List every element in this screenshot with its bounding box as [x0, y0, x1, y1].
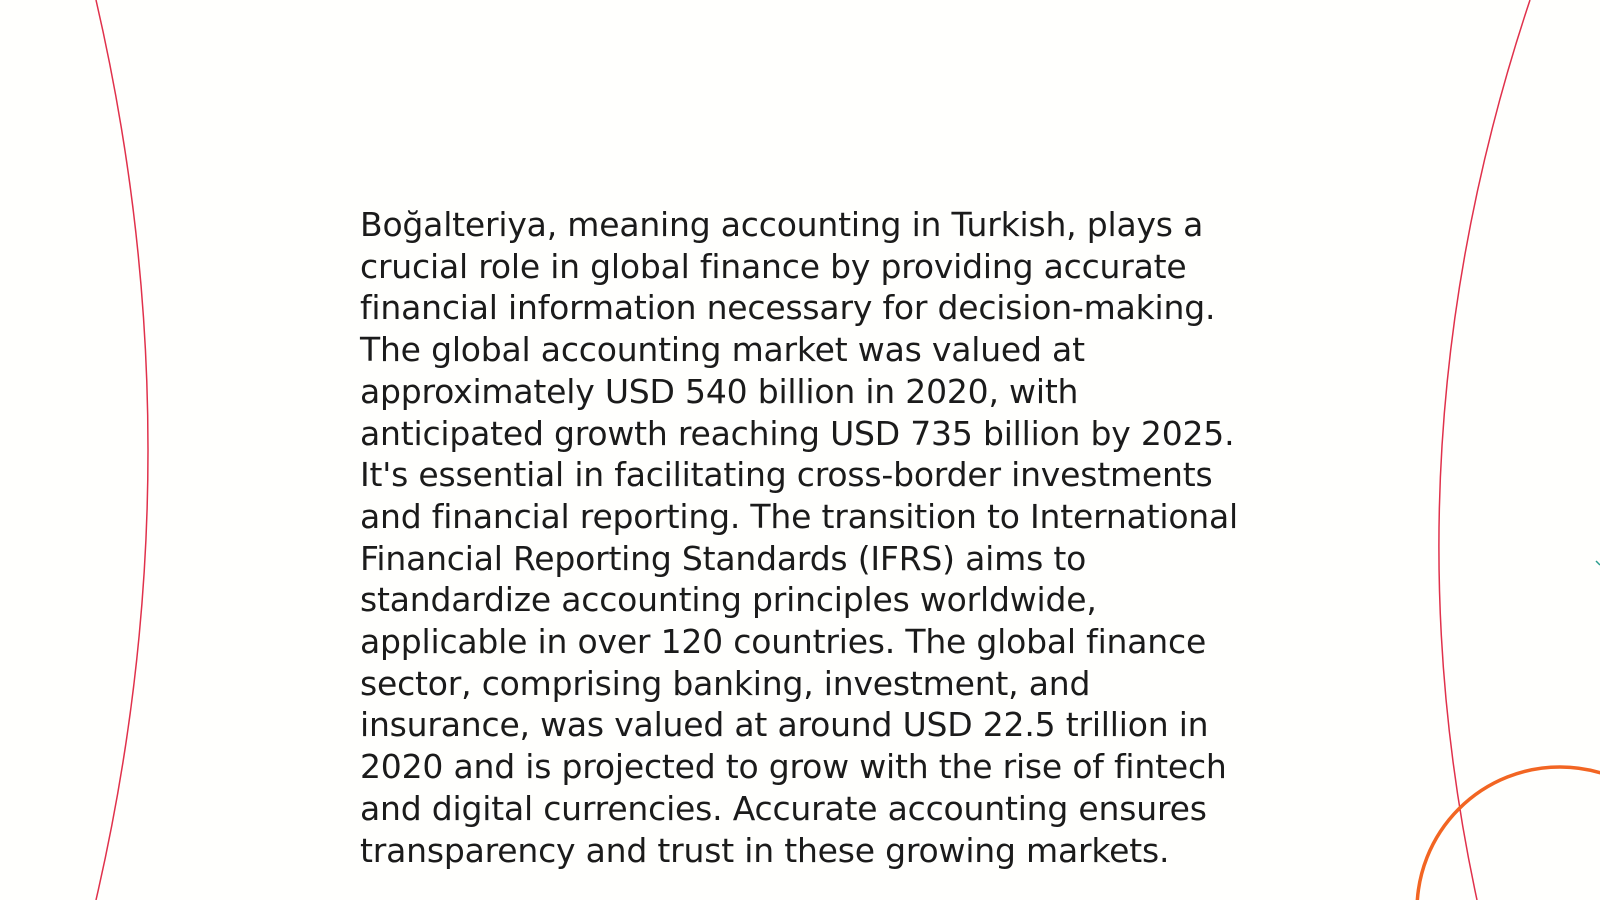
body-paragraph	[360, 204, 1260, 871]
left-arc-line	[96, 0, 148, 900]
paragraph-line: standardize accounting principles worldwide,	[360, 580, 1097, 620]
paragraph-line: financial information necessary for decision-making.	[360, 288, 1216, 328]
teal-edge-mark	[1596, 561, 1600, 565]
paragraph-line: Financial Reporting Standards (IFRS) aims to	[360, 538, 1087, 578]
paragraph-line: approximately USD 540 billion in 2020, with	[360, 371, 1079, 411]
paragraph-line: transparency and trust in these growing markets.	[360, 830, 1170, 870]
paragraph-line: applicable in over 120 countries. The global finance	[360, 622, 1207, 662]
paragraph-line: crucial role in global finance by providing accurate	[360, 246, 1187, 286]
orange-circle-outline	[1417, 767, 1600, 900]
paragraph-line: sector, comprising banking, investment, and	[360, 663, 1091, 703]
right-arc-line	[1439, 0, 1530, 900]
paragraph-line: insurance, was valued at around USD 22.5 trillion in	[360, 705, 1209, 745]
paragraph-line: The global accounting market was valued at	[360, 330, 1085, 370]
paragraph-line: anticipated growth reaching USD 735 billion by 2025.	[360, 413, 1235, 453]
paragraph-line: It's essential in facilitating cross-border investments	[360, 455, 1213, 495]
paragraph-line: and digital currencies. Accurate accounting ensures	[360, 788, 1207, 828]
paragraph-line: Boğalteriya, meaning accounting in Turkish, plays a	[360, 205, 1204, 244]
paragraph-line: 2020 and is projected to grow with the rise of fintech	[360, 747, 1227, 787]
paragraph-line: and financial reporting. The transition to International	[360, 496, 1239, 536]
